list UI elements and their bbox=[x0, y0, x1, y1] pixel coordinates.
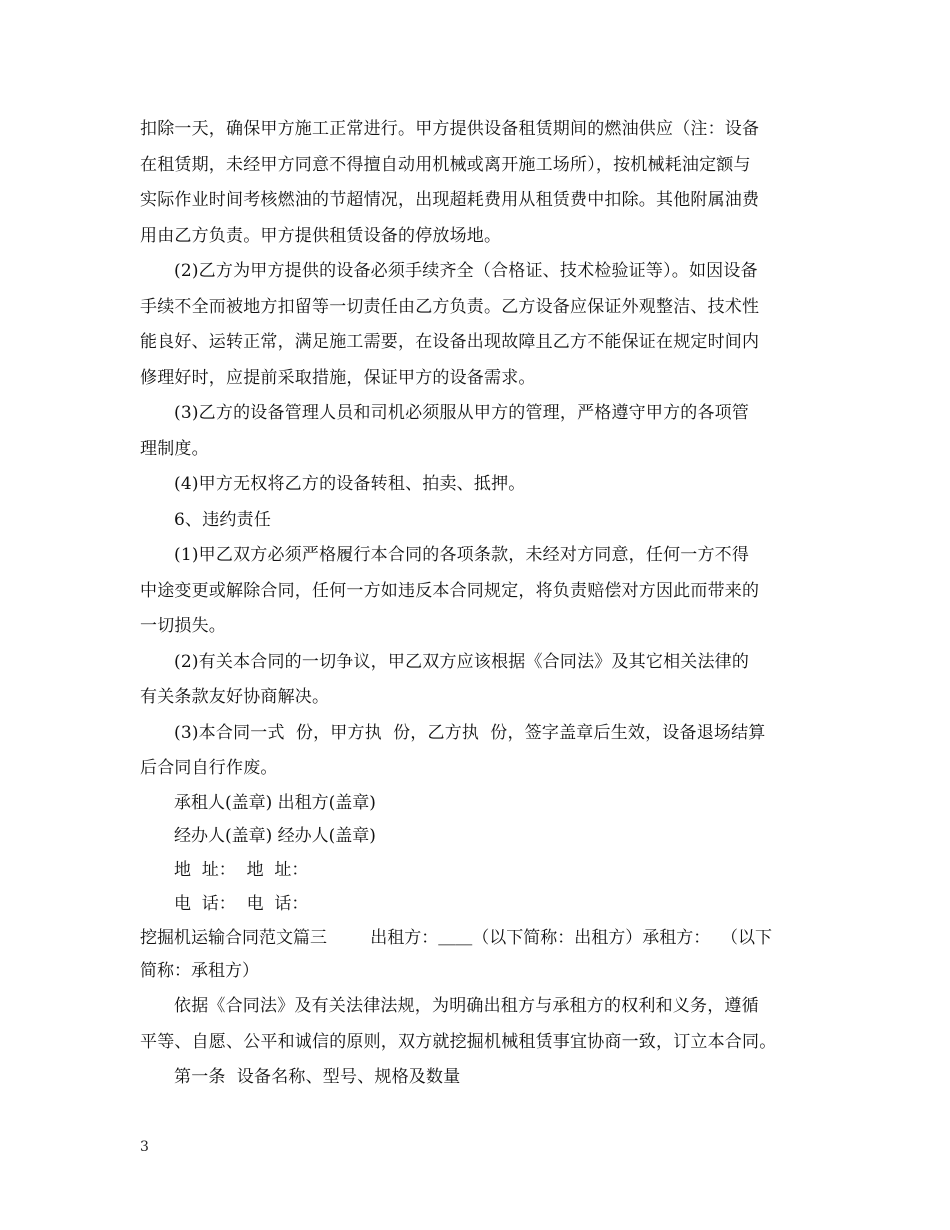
page-number: 3 bbox=[140, 1139, 149, 1155]
text-line: 实际作业时间考核燃油的节超情况，出现超耗费用从租赁费中扣除。其他附属油费 bbox=[140, 190, 760, 210]
signature-phone: 电 话： 电 话： bbox=[174, 893, 309, 914]
text-line: 用由乙方负责。甲方提供租赁设备的停放场地。 bbox=[140, 225, 502, 246]
text-line: (4)甲方无权将乙方的设备转租、拍卖、抵押。 bbox=[174, 474, 526, 494]
text-line: 第一条 设备名称、型号、规格及数量 bbox=[174, 1067, 461, 1088]
text-line: 平等、自愿、公平和诚信的原则，双方就挖掘机械租赁事宜协商一致，订立本合同。 bbox=[140, 1031, 777, 1052]
article-one-heading bbox=[140, 1060, 830, 1096]
paragraph-clause-2 bbox=[140, 254, 830, 396]
section-breach-liability bbox=[140, 503, 830, 539]
section-heading-line: 简称：承租方） bbox=[140, 961, 259, 982]
paragraph-clause-3 bbox=[140, 396, 830, 467]
paragraph-breach-1 bbox=[140, 538, 830, 645]
text-line: 理制度。 bbox=[140, 438, 209, 459]
paragraph-clause-4 bbox=[140, 467, 830, 503]
text-line: 扣除一天，确保甲方施工正常进行。甲方提供设备租赁期间的燃油供应（注：设备 bbox=[140, 119, 760, 139]
text-line: 6、违约责任 bbox=[174, 509, 272, 530]
signature-address: 地 址： 地 址： bbox=[174, 860, 309, 881]
signature-lessee-lessor: 承租人(盖章) 出租方(盖章) bbox=[174, 792, 376, 813]
text-line: 能良好、运转正常，满足施工需要，在设备出现故障且乙方不能保证在规定时间内 bbox=[140, 332, 760, 352]
section-heading-line: 挖掘机运输合同范文篇三 出租方：＿＿（以下简称：出租方）承租方： （以下 bbox=[140, 927, 773, 948]
paragraph-fuel-supply bbox=[140, 112, 830, 254]
text-line: 依据《合同法》及有关法律法规，为明确出租方与承租方的权利和义务，遵循 bbox=[174, 996, 759, 1017]
text-line: 一切损失。 bbox=[140, 616, 226, 636]
paragraph-breach-2 bbox=[140, 645, 830, 716]
signature-handlers: 经办人(盖章) 经办人(盖章) bbox=[174, 826, 376, 847]
text-line: 修理好时，应提前采取措施，保证甲方的设备需求。 bbox=[140, 367, 536, 388]
text-line: (1)甲乙双方必须严格履行本合同的各项条款，未经对方同意，任何一方不得 bbox=[174, 545, 750, 565]
text-line: (3)本合同一式 份，甲方执 份，乙方执 份，签字盖章后生效，设备退场结算 bbox=[174, 722, 766, 743]
document-body bbox=[140, 112, 830, 1096]
text-line: (2)有关本合同的一切争议，甲乙双方应该根据《合同法》及其它相关法律的 bbox=[174, 651, 750, 672]
text-line: 在租赁期，未经甲方同意不得擅自动用机械或离开施工场所），按机械耗油定额与 bbox=[140, 154, 751, 175]
text-line: (2)乙方为甲方提供的设备必须手续齐全（合格证、技术检验证等）。如因设备 bbox=[174, 261, 758, 281]
text-line: 后合同自行作废。 bbox=[140, 758, 278, 778]
text-line: (3)乙方的设备管理人员和司机必须服从甲方的管理，严格遵守甲方的各项管 bbox=[174, 403, 750, 423]
paragraph-breach-3 bbox=[140, 716, 830, 787]
text-line: 中途变更或解除合同，任何一方如违反本合同规定，将负责赔偿对方因此而带来的 bbox=[140, 580, 760, 601]
paragraph-basis bbox=[140, 989, 830, 1060]
text-line: 手续不全而被地方扣留等一切责任由乙方负责。乙方设备应保证外观整洁、技术性 bbox=[140, 296, 760, 317]
text-line: 有关条款友好协商解决。 bbox=[140, 687, 330, 707]
